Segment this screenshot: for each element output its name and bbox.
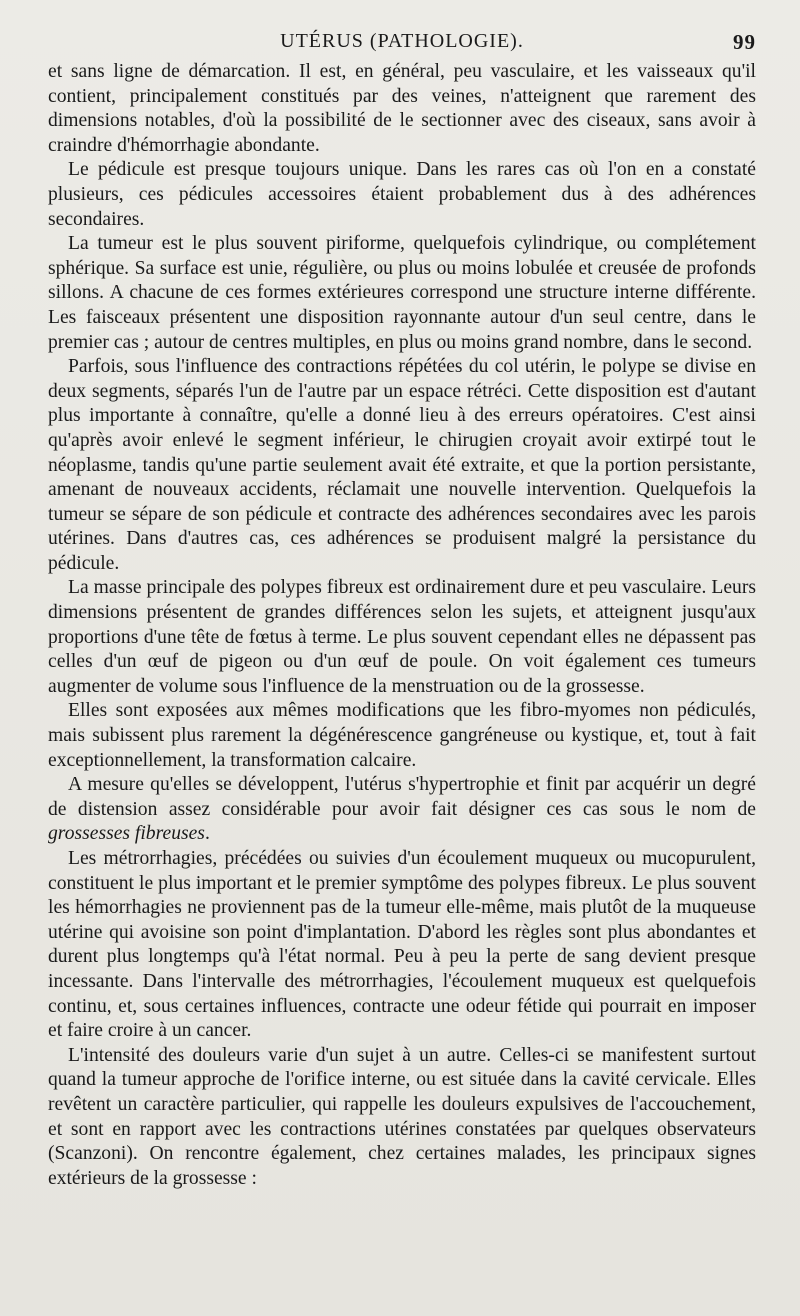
distension-period: . [204, 823, 210, 845]
paragraph-pedicule: Le pédicule est presque toujours unique. Dans les rares cas où l'on en a constaté plusieurs, ces pédicules accessoires étaient probablement dus à des adhérences secondaires. [48, 159, 756, 230]
paragraph-metrorrhagies: Les métrorrhagies, précédées ou suivies d'un écoulement muqueux ou mucopurulent, constituent le plus important et le premier symptôme des polypes fibreux. Le plus souvent les hémorrhagies ne proviennent pas de la tumeur elle-même, mais plutôt de la muqueuse utérine qui avoisine son point d'implantation. D'abord les règles sont plus abondantes et durent plus longtemps qu'à l'état normal. Peu à peu la perte de sang devient presque incessante. Dans l'intervalle des métrorrhagies, l'écoulement muqueux est quelquefois continu, et, sous certaines influences, contracte une odeur fétide qui pourrait en imposer et faire croire à un cancer. [48, 848, 756, 1042]
paragraph-forme-tumeur: La tumeur est le plus souvent piriforme, quelquefois cylindrique, ou complétement sphérique. Sa surface est unie, régulière, ou plus ou moins lobulée et creusée de profonds sillons. A chacune de ces formes extérieures correspond une structure interne différente. Les faisceaux présentent une disposition rayonnante autour d'un seul centre, dans le premier cas ; autour de centres multiples, en plus ou moins grand nombre, dans le second. [48, 233, 756, 353]
paragraph-distension [48, 773, 756, 847]
distension-text: A mesure qu'elles se développent, l'utérus s'hypertrophie et finit par acquérir un degré de distension assez considérable pour avoir fait désigner ces cas sous le nom de [48, 774, 756, 820]
paragraph-masse-principale: La masse principale des polypes fibreux est ordinairement dure et peu vasculaire. Leurs dimensions présentent de grandes différences selon les sujets, et atteignent jusqu'aux proportions d'une tête de fœtus à terme. Le plus souvent cependant elles ne dépassent pas celles d'un œuf de pigeon ou d'un œuf de poule. On voit également ces tumeurs augmenter de volume sous l'influence de la menstruation ou de la grossesse. [48, 577, 756, 697]
paragraph-modifications: Elles sont exposées aux mêmes modifications que les fibro-myomes non pédiculés, mais subissent plus rarement la dégénérescence gangréneuse ou kystique, et, tout à fait exceptionnellement, la transformation calcaire. [48, 700, 756, 771]
paragraph-segments: Parfois, sous l'influence des contractions répétées du col utérin, le polype se divise en deux segments, séparés l'un de l'autre par un espace rétréci. Cette disposition est d'autant plus importante à connaître, qu'elle a donné lieu à des erreurs opératoires. C'est ainsi qu'après avoir enlevé le segment inférieur, le chirugien croyait avoir extirpé tout le néoplasme, tandis qu'une partie seulement avait été extraite, et que la portion persistante, amenant de nouveaux accidents, réclamait une nouvelle intervention. Quelquefois la tumeur se sépare de son pédicule et contracte des adhérences secondaires avec les parois utérines. Dans d'autres cas, ces adhérences se produisent malgré la persistance du pédicule. [48, 356, 756, 574]
paragraph-douleurs: L'intensité des douleurs varie d'un sujet à un autre. Celles-ci se manifestent surtout quand la tumeur approche de l'orifice interne, ou est située dans la cavité cervicale. Elles revêtent un caractère particulier, qui rappelle les douleurs expulsives de l'accouchement, et sont en rapport avec les contractions utérines constatées par quelques observateurs (Scanzoni). On rencontre également, chez certaines malades, les principaux signes extérieurs de la grossesse : [48, 1044, 756, 1189]
running-head [48, 26, 756, 60]
running-title: UTÉRUS (PATHOLOGIE). [280, 30, 524, 52]
body-text [48, 60, 756, 1191]
italic-term: grossesses fibreuses [48, 823, 205, 845]
page-number: 99 [733, 30, 756, 54]
paragraph-continuation: et sans ligne de démarcation. Il est, en général, peu vasculaire, et les vaisseaux qu'il contient, principalement constitués par des veines, n'atteignent que rarement des dimensions notables, d'où la possibilité de le sectionner avec des ciseaux, sans avoir à craindre d'hémorrhagie abondante. [48, 61, 756, 156]
